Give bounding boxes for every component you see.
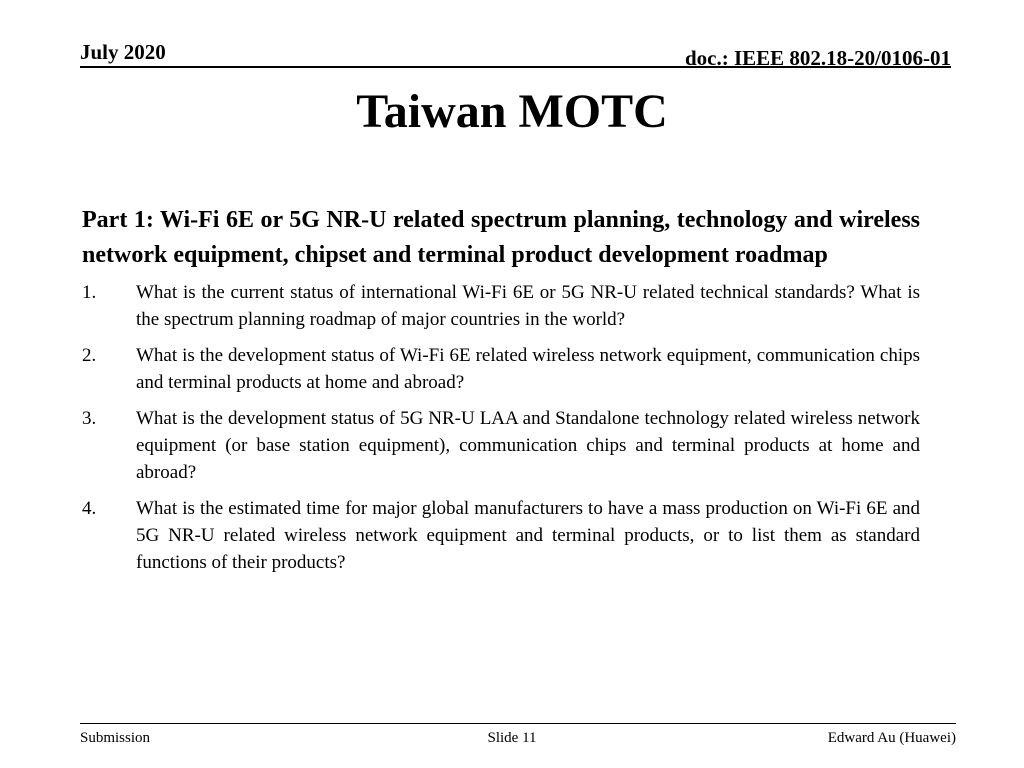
question-text: What is the development status of Wi-Fi 6E related wireless network equipment, communication chips and terminal products at home and abroad? bbox=[136, 345, 920, 393]
footer-submission: Submission bbox=[80, 730, 151, 746]
question-number: 4. bbox=[82, 498, 97, 519]
header-date: July 2020 bbox=[80, 40, 166, 64]
slide-body bbox=[82, 203, 920, 585]
question-item bbox=[82, 495, 920, 576]
question-item bbox=[82, 405, 920, 486]
question-number: 2. bbox=[82, 345, 97, 366]
footer-author: Edward Au (Huawei) bbox=[827, 730, 956, 746]
question-list bbox=[82, 279, 920, 576]
question-number: 3. bbox=[82, 408, 97, 429]
slide-title: Taiwan MOTC bbox=[356, 85, 668, 138]
question-item bbox=[82, 279, 920, 333]
question-text: What is the estimated time for major global manufacturers to have a mass production on Wi-Fi 6E and 5G NR-U related wireless network equipment and terminal products, or to list them as standard functions of their products? bbox=[136, 498, 920, 573]
header-divider bbox=[80, 66, 951, 68]
question-number: 1. bbox=[82, 282, 97, 303]
section-heading: Part 1: Wi-Fi 6E or 5G NR-U related spectrum planning, technology and wireless network equipment, chipset and terminal product development roadmap bbox=[82, 207, 920, 268]
header-doc-id: doc.: IEEE 802.18-20/0106-01 bbox=[684, 46, 951, 70]
question-text: What is the current status of international Wi-Fi 6E or 5G NR-U related technical standards? What is the spectrum planning roadmap of major countries in the world? bbox=[136, 282, 920, 330]
question-item bbox=[82, 342, 920, 396]
question-text: What is the development status of 5G NR-U LAA and Standalone technology related wireless network equipment (or base station equipment), communication chips and terminal products at home and abroad? bbox=[136, 408, 920, 483]
footer-slide-number: Slide 11 bbox=[487, 730, 537, 746]
footer-divider bbox=[80, 723, 956, 724]
